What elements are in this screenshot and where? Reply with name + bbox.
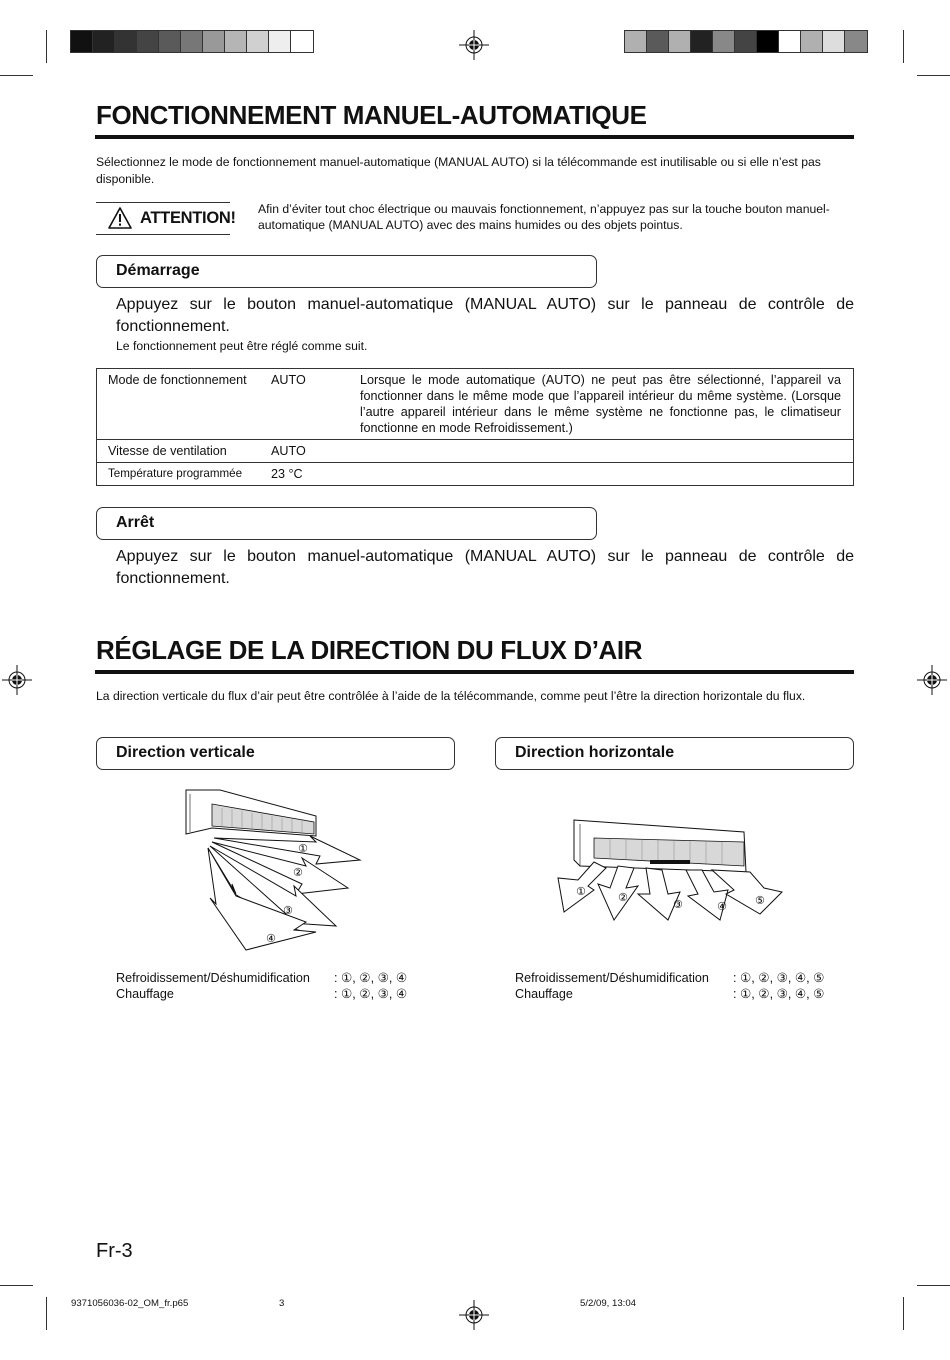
horizontal-heading-box [495,737,854,770]
horizontal-marker: ② [618,891,628,904]
table-cell-note [360,463,854,486]
horizontal-heating-value: : ①, ②, ③, ④, ⑤ [733,987,825,1001]
gray-swatch [757,31,779,52]
gray-swatch [801,31,823,52]
horizontal-marker: ③ [673,898,683,911]
horizontal-marker: ④ [717,900,727,913]
table-cell-label: Mode de fonctionnement [97,369,271,440]
registration-mark-left [2,665,32,695]
horizontal-marker: ① [576,885,586,898]
table-cell-label: Température programmée [97,463,271,486]
grayscale-bar-right [624,30,868,53]
gray-swatch [647,31,669,52]
vertical-cooling-label: Refroidissement/Déshumidification [116,971,310,985]
table-cell-value: AUTO [270,369,360,440]
stop-heading: Arrêt [116,514,155,531]
gray-swatch [137,31,159,52]
gray-swatch [247,31,269,52]
table-row [97,463,854,486]
section-title-manual-auto: FONCTIONNEMENT MANUEL-AUTOMATIQUE [96,100,647,130]
registration-mark-top [459,30,489,60]
file-name: 9371056036-02_OM_fr.p65 [71,1298,189,1309]
attention-text: Afin d’éviter tout choc électrique ou mauvais fonctionnement, n’appuyez pas sur la touche bouton manuel-automatique (MANUAL AUTO) avec des mains humides ou des objets pointus. [258,202,830,232]
horizontal-cooling-label: Refroidissement/Déshumidification [515,971,709,985]
attention-label: ATTENTION! [140,209,236,227]
gray-swatch [735,31,757,52]
gray-swatch [625,31,647,52]
gray-swatch [71,31,93,52]
gray-swatch [181,31,203,52]
start-heading: Démarrage [116,262,200,279]
vertical-heading: Direction verticale [116,744,255,761]
gray-swatch [691,31,713,52]
vertical-heating-value: : ①, ②, ③, ④ [334,987,408,1001]
table-row [97,440,854,463]
manual-auto-intro: Sélectionnez le mode de fonctionnement manuel-automatique (MANUAL AUTO) si la télécommande est inutilisable ou si elle n’est pas disponible. [96,155,821,186]
start-note: Le fonctionnement peut être réglé comme suit. [116,339,368,353]
warning-triangle-icon [108,206,132,230]
vertical-airflow-illustration [176,786,376,952]
registration-mark-right [917,665,947,695]
gray-swatch [669,31,691,52]
vertical-marker: ① [298,842,308,855]
table-cell-label: Vitesse de ventilation [97,440,271,463]
registration-mark-bottom [459,1300,489,1330]
horizontal-cooling-value: : ①, ②, ③, ④, ⑤ [733,971,825,985]
horizontal-heading: Direction horizontale [515,744,675,761]
stop-instructions: Appuyez sur le bouton manuel-automatique (MANUAL AUTO) sur le panneau de contrôle de fonctionnement. [116,548,854,587]
vertical-cooling-value: : ①, ②, ③, ④ [334,971,408,985]
start-heading-box [96,255,597,288]
gray-swatch [115,31,137,52]
horizontal-marker: ⑤ [755,894,765,907]
gray-swatch [713,31,735,52]
print-timestamp: 5/2/09, 13:04 [580,1298,637,1309]
gray-swatch [269,31,291,52]
vertical-marker: ④ [266,932,276,945]
vertical-marker: ③ [283,904,293,917]
airflow-intro: La direction verticale du flux d’air peut être contrôlée à l’aide de la télécommande, comme peut l’être la direction horizontale du flux. [96,689,806,703]
attention-box [96,202,236,235]
horizontal-airflow-illustration [554,816,794,922]
gray-swatch [823,31,845,52]
vertical-heading-box [96,737,455,770]
gray-swatch [203,31,225,52]
settings-table [96,368,854,486]
table-cell-note [360,440,854,463]
stop-heading-box [96,507,597,540]
section-title-airflow: RÉGLAGE DE LA DIRECTION DU FLUX D’AIR [96,635,643,665]
horizontal-heating-label: Chauffage [515,987,573,1001]
table-cell-note: Lorsque le mode automatique (AUTO) ne peut pas être sélectionné, l’appareil va fonctionner dans le même mode que l’appareil intérieur du même système. (Lorsque l’autre appareil intérieur dans le même système ne fonctionne pas, le climatiseur fonctionne en mode Refroidissement.) [360,369,854,440]
grayscale-bar-left [70,30,314,53]
start-instructions: Appuyez sur le bouton manuel-automatique (MANUAL AUTO) sur le panneau de contrôle de fonctionnement. [116,296,854,335]
table-row [97,369,854,440]
horizontal-legend [515,970,855,1004]
title-rule [95,135,854,139]
gray-swatch [159,31,181,52]
table-cell-value: 23 °C [270,463,360,486]
gray-swatch [845,31,867,52]
vertical-legend [116,970,456,1004]
vertical-heating-label: Chauffage [116,987,174,1001]
gray-swatch [779,31,801,52]
page-number: Fr-3 [96,1240,133,1262]
title-rule [95,670,854,674]
gray-swatch [291,31,313,52]
vertical-marker: ② [293,866,303,879]
gray-swatch [225,31,247,52]
sheet-number: 3 [279,1298,285,1309]
gray-swatch [93,31,115,52]
table-cell-value: AUTO [270,440,360,463]
